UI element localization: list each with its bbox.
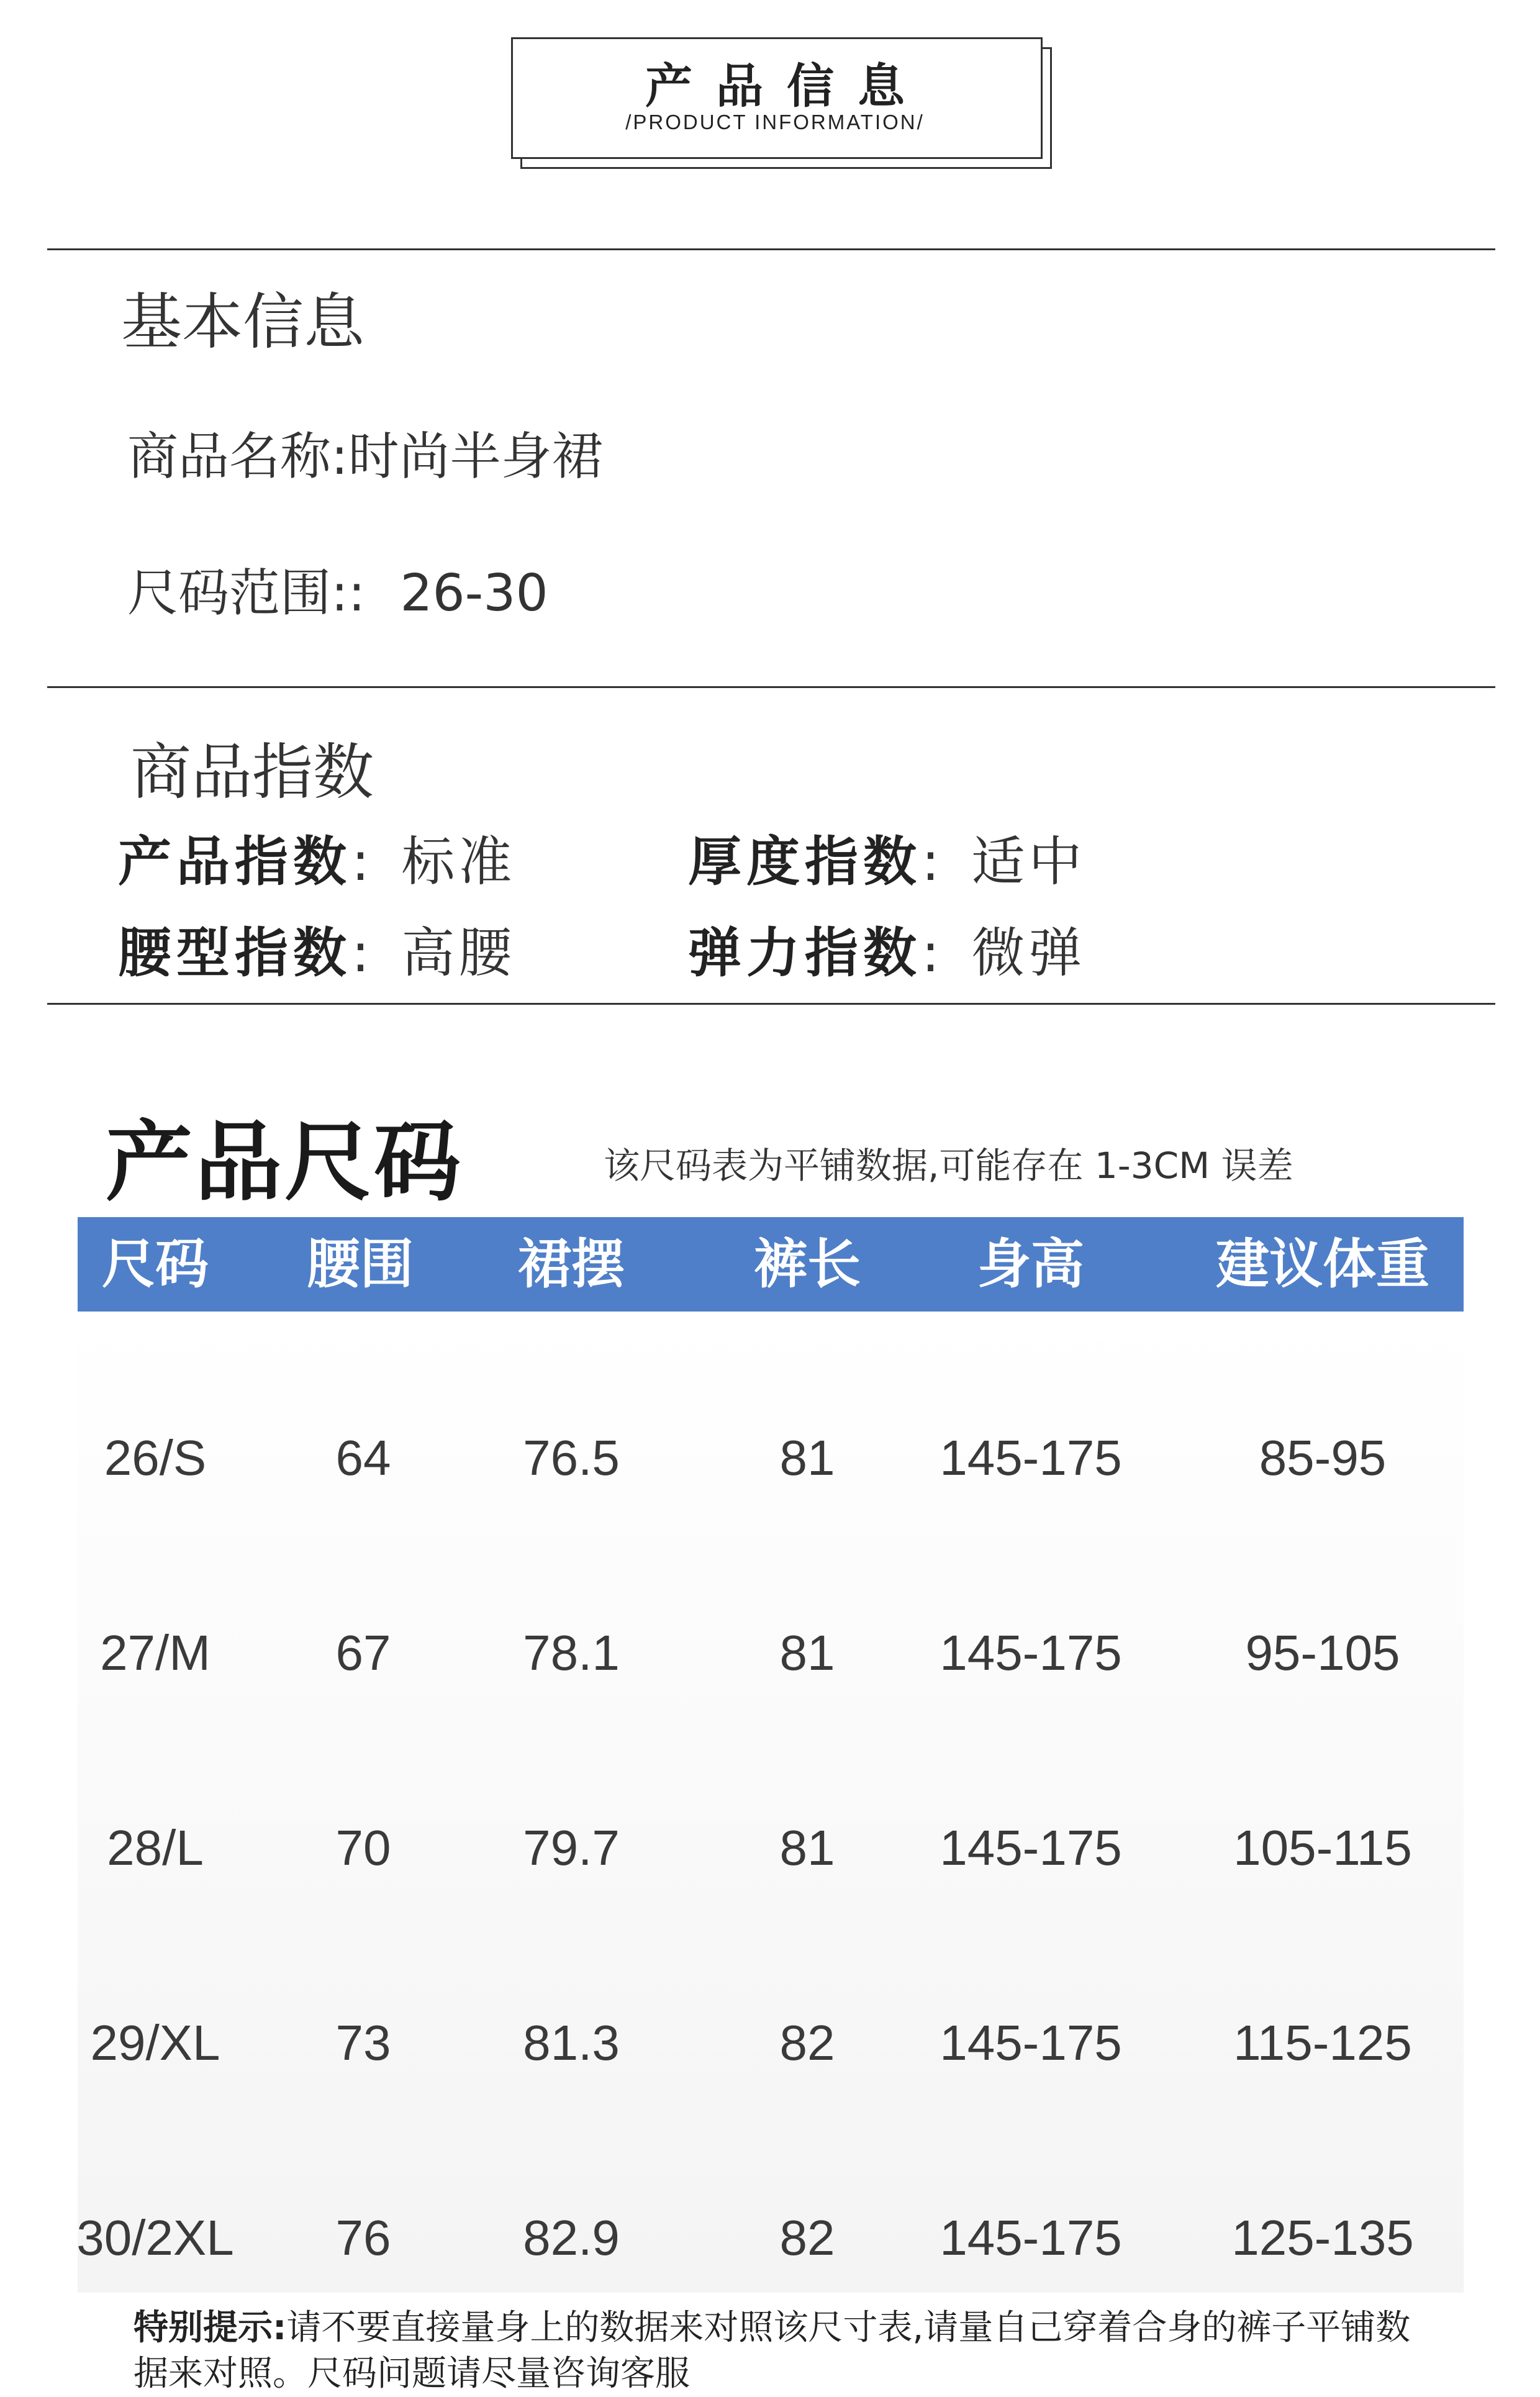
- size-range-value: 26-30: [400, 564, 548, 623]
- table-cell: 145-175: [940, 1625, 1122, 1680]
- page-title: 产品信息: [645, 58, 928, 114]
- table-cell: 79.7: [523, 1820, 620, 1875]
- index-waist-label: 腰型指数: [118, 922, 351, 984]
- table-cell: 82.9: [523, 2210, 620, 2265]
- index-sep: :: [351, 831, 369, 893]
- table-cell: 145-175: [940, 1820, 1122, 1875]
- table-cell: 67: [335, 1625, 391, 1680]
- size-range-row: [127, 553, 548, 625]
- table-cell: 29/XL: [90, 2015, 220, 2070]
- index-product-value: 标准: [401, 831, 516, 893]
- col-header-waist: 腰围: [307, 1233, 414, 1295]
- special-tip-text: 请不要直接量身上的数据来对照该尺寸表,请量自己穿着合身的裤子平铺数据来对照。尺码问题请尽量咨询客服: [134, 2308, 1411, 2394]
- table-cell: 76.5: [523, 1430, 620, 1485]
- index-sep: :: [922, 831, 940, 893]
- table-cell: 27/M: [100, 1625, 211, 1680]
- indices-heading: 商品指数: [130, 737, 374, 808]
- table-cell: 76: [335, 2210, 391, 2265]
- table-cell: 28/L: [107, 1820, 204, 1875]
- divider: [47, 1003, 1495, 1005]
- table-cell: 81.3: [523, 2015, 620, 2070]
- index-sep: :: [351, 922, 369, 984]
- index-sep: :: [922, 922, 940, 984]
- index-elastic-label: 弹力指数: [688, 922, 922, 984]
- product-name-value: 时尚半身裙: [348, 427, 603, 486]
- col-header-size: 尺码: [102, 1233, 209, 1295]
- col-header-length: 裤长: [754, 1233, 861, 1295]
- table-cell: 81: [779, 1430, 835, 1485]
- table-cell: 64: [335, 1430, 391, 1485]
- table-cell: 73: [335, 2015, 391, 2070]
- table-cell: 70: [335, 1820, 391, 1875]
- divider: [47, 248, 1495, 250]
- index-waist-value: 高腰: [401, 922, 516, 984]
- table-cell: 115-125: [1233, 2015, 1412, 2070]
- index-product-label: 产品指数: [118, 831, 351, 893]
- index-elastic: [688, 910, 1085, 987]
- product-name-label: 商品名称:: [127, 427, 348, 486]
- index-thickness: [688, 818, 1085, 895]
- index-product: [118, 818, 515, 895]
- table-cell: 125-135: [1231, 2210, 1414, 2265]
- table-cell: 81: [779, 1820, 835, 1875]
- special-tip-label: 特别提示:: [134, 2308, 287, 2348]
- index-thickness-label: 厚度指数: [688, 831, 922, 893]
- col-header-weight: 建议体重: [1216, 1233, 1429, 1295]
- size-range-label: 尺码范围::: [127, 564, 366, 623]
- table-cell: 145-175: [940, 1430, 1122, 1485]
- table-cell: 78.1: [523, 1625, 620, 1680]
- index-waist: [118, 910, 515, 987]
- page-subtitle: /PRODUCT INFORMATION/: [625, 111, 925, 134]
- divider: [47, 686, 1495, 688]
- index-thickness-value: 适中: [971, 831, 1086, 893]
- index-elastic-value: 微弹: [971, 922, 1086, 984]
- table-cell: 82: [779, 2210, 835, 2265]
- col-header-height: 身高: [977, 1233, 1084, 1295]
- col-header-hem: 裙摆: [518, 1233, 625, 1295]
- size-chart-note: 该尺码表为平铺数据,可能存在 1-3CM 误差: [604, 1144, 1293, 1187]
- table-cell: 81: [779, 1625, 835, 1680]
- table-cell: 145-175: [940, 2210, 1122, 2265]
- table-cell: 30/2XL: [76, 2210, 234, 2265]
- table-cell: 26/S: [104, 1430, 207, 1485]
- special-tip: [134, 2305, 1438, 2397]
- table-cell: 145-175: [940, 2015, 1122, 2070]
- size-chart-heading: 产品尺码: [106, 1112, 464, 1213]
- table-cell: 105-115: [1233, 1820, 1412, 1875]
- table-cell: 85-95: [1259, 1430, 1387, 1485]
- table-cell: 82: [779, 2015, 835, 2070]
- table-cell: 95-105: [1245, 1625, 1400, 1680]
- product-name-row: [127, 416, 603, 489]
- basic-info-heading: 基本信息: [121, 287, 365, 358]
